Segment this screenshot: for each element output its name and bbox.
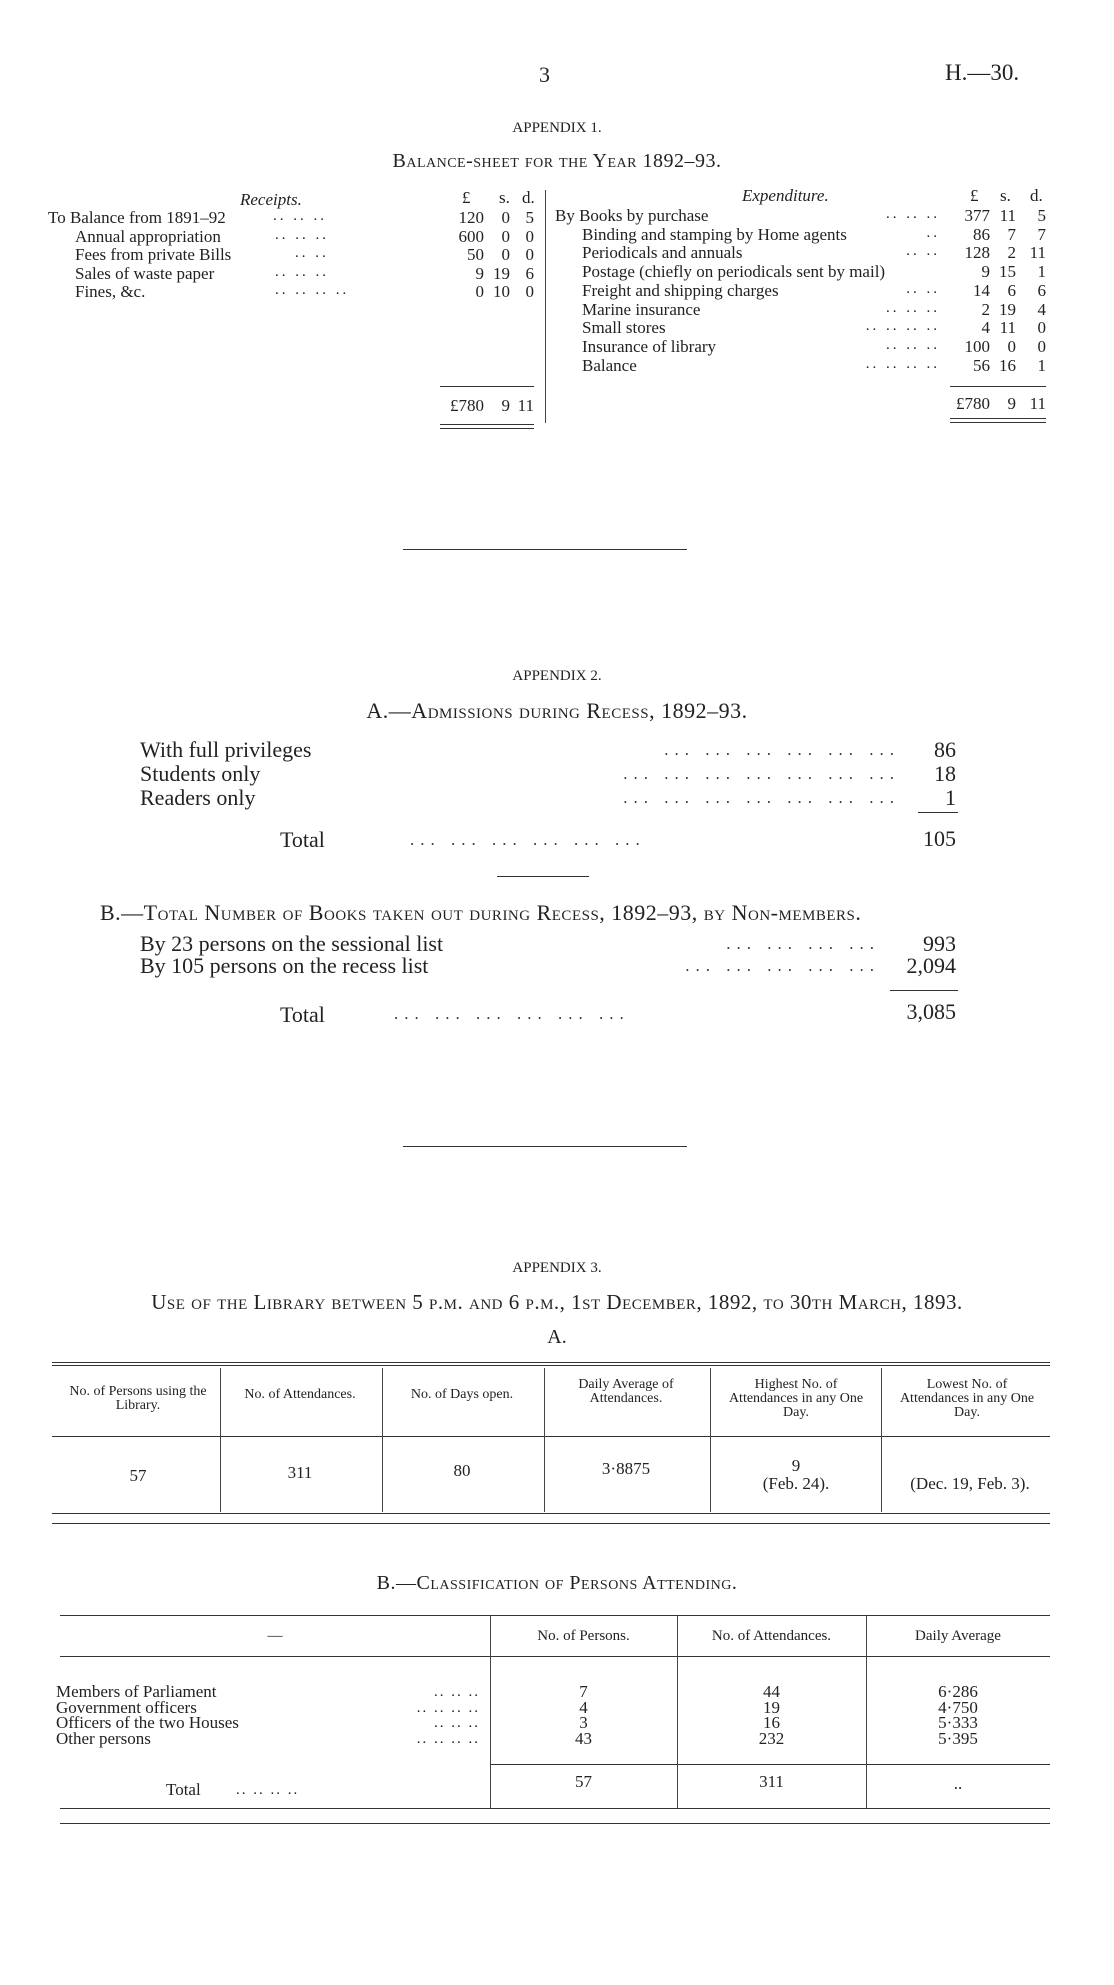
class-persons: 4 xyxy=(579,1697,588,1717)
receipts-col-pound: £ xyxy=(462,188,471,207)
receipts-col-shilling: s. xyxy=(499,188,510,207)
th-persons-using: No. of Persons using the Library. xyxy=(69,1384,207,1413)
expenditure-pence: 6 xyxy=(1037,280,1046,300)
receipt-pounds: 600 xyxy=(458,226,484,246)
th-attendances: No. of Attendances. xyxy=(244,1387,356,1402)
receipt-label: Annual appropriation xyxy=(75,226,221,246)
class-label: Government officers xyxy=(56,1697,197,1717)
expenditure-col-pound: £ xyxy=(970,186,979,205)
expenditure-shillings: 0 xyxy=(1007,336,1016,356)
expenditure-pence: 5 xyxy=(1037,206,1046,225)
td-days-open: 80 xyxy=(453,1461,471,1480)
expenditure-pence: 0 xyxy=(1037,336,1046,356)
table3a-col-divider-5 xyxy=(881,1368,882,1512)
receipt-leader: .. .. .. xyxy=(275,263,329,280)
table3a-col-divider-3 xyxy=(544,1368,545,1512)
receipt-shillings: 0 xyxy=(501,226,510,246)
table3a-col-divider-1 xyxy=(220,1368,221,1512)
td-daily-average: 3·8875 xyxy=(601,1459,651,1478)
class-total-label: Total xyxy=(166,1780,201,1799)
class-attendances: 232 xyxy=(758,1728,785,1748)
expenditure-label: Small stores xyxy=(582,318,666,338)
expenditure-label: Insurance of library xyxy=(582,336,717,356)
receipts-col-pence: d. xyxy=(522,188,535,207)
admission-value: 18 xyxy=(934,761,956,786)
receipt-label: Sales of waste paper xyxy=(75,263,215,283)
class-leader: .. .. .. .. xyxy=(416,1699,480,1716)
class-total-attendances: 311 xyxy=(759,1772,784,1791)
table3a-col-divider-4 xyxy=(710,1368,711,1512)
th-daily-average-b: Daily Average xyxy=(915,1628,1001,1644)
receipt-pounds: 120 xyxy=(458,208,484,227)
books-leader: ... ... ... ... xyxy=(726,934,880,953)
th-daily-average: Daily Average of Attendances. xyxy=(578,1377,674,1406)
expenditure-pence: 1 xyxy=(1037,355,1046,375)
table3a-col-divider-2 xyxy=(382,1368,383,1512)
class-leader: .. .. .. xyxy=(434,1715,480,1731)
appendix2-title: APPENDIX 2. xyxy=(512,668,602,684)
books-total-rule xyxy=(890,990,958,991)
expenditure-leader: .. .. .. xyxy=(886,336,940,353)
class-total-persons: 57 xyxy=(575,1772,592,1791)
admission-label: With full privileges xyxy=(140,737,312,762)
receipt-shillings: 10 xyxy=(493,282,510,301)
receipt-pence: 5 xyxy=(525,208,534,227)
receipt-leader: .. .. xyxy=(295,245,329,261)
expenditure-label: Postage (chiefly on periodicals sent by mail) xyxy=(582,262,886,282)
expenditure-pounds: 9 xyxy=(981,262,990,282)
section-divider-2 xyxy=(497,876,589,877)
expenditure-shillings: 11 xyxy=(999,318,1016,338)
td-highest: 9 xyxy=(791,1456,801,1475)
receipts-total-pence: 11 xyxy=(517,396,534,415)
expenditure-pounds: 377 xyxy=(964,206,990,225)
expenditure-label: Freight and shipping charges xyxy=(582,280,779,300)
th-no-persons: No. of Persons. xyxy=(537,1628,630,1644)
receipts-total-pounds: £780 xyxy=(450,396,484,415)
receipt-label: To Balance from 1891–92 xyxy=(48,208,226,227)
receipts-total-double-rule xyxy=(440,424,534,429)
admissions-total-label: Total xyxy=(280,827,325,852)
expenditure-heading: Expenditure. xyxy=(742,186,829,205)
receipt-shillings: 0 xyxy=(501,245,510,264)
books-label: By 105 persons on the recess list xyxy=(140,953,429,978)
expenditure-label: Balance xyxy=(582,355,637,375)
appendix1-subtitle: Balance-sheet for the Year 1892–93. xyxy=(392,150,722,172)
receipt-label: Fees from private Bills xyxy=(75,245,232,264)
balance-sheet-divider xyxy=(545,190,546,423)
section-divider-3 xyxy=(403,1146,687,1147)
expenditure-leader: .. .. .. .. xyxy=(865,355,940,372)
admission-leader: ... ... ... ... ... ... xyxy=(664,740,900,759)
expenditure-pounds: 86 xyxy=(973,224,990,244)
class-persons: 7 xyxy=(579,1682,588,1701)
receipt-leader: .. .. .. xyxy=(273,208,327,224)
receipt-leader: .. .. .. .. xyxy=(275,282,350,298)
class-average: 6·286 xyxy=(938,1682,978,1701)
books-total-leader: ... ... ... ... ... ... xyxy=(394,1004,630,1023)
receipt-pence: 6 xyxy=(525,263,534,283)
td-persons-using: 57 xyxy=(129,1466,147,1485)
table3b-top-rule xyxy=(60,1615,1050,1616)
table3a-top-double xyxy=(52,1365,1050,1366)
expenditure-col-pence: d. xyxy=(1030,186,1043,205)
expenditure-pounds: 128 xyxy=(964,243,990,263)
receipt-leader: .. .. .. xyxy=(275,226,329,243)
books-total-value: 3,085 xyxy=(906,999,956,1024)
appendix3-partA-label: A. xyxy=(547,1326,567,1348)
expenditure-pence: 1 xyxy=(1037,262,1046,282)
class-attendances: 19 xyxy=(763,1697,780,1717)
receipts-heading: Receipts. xyxy=(240,190,302,209)
class-attendances: 16 xyxy=(763,1713,780,1732)
expenditure-total-rule xyxy=(950,386,1046,387)
receipt-pounds: 9 xyxy=(475,263,484,283)
td-lowest: (Dec. 19, Feb. 3). xyxy=(910,1474,1030,1493)
expenditure-leader: .. .. xyxy=(906,280,940,297)
expenditure-shillings: 19 xyxy=(999,299,1016,319)
receipt-shillings: 0 xyxy=(501,208,510,227)
expenditure-total-double-rule xyxy=(950,418,1046,423)
table3b-bottom-rule xyxy=(60,1808,1050,1809)
books-value: 2,094 xyxy=(906,953,956,978)
expenditure-pounds: 56 xyxy=(973,355,990,375)
receipt-pence: 0 xyxy=(525,226,534,246)
expenditure-shillings: 7 xyxy=(1007,224,1016,244)
receipt-label: Fines, &c. xyxy=(75,282,146,301)
class-label: Members of Parliament xyxy=(56,1682,217,1701)
class-leader: .. .. .. .. xyxy=(416,1730,480,1747)
admission-leader: ... ... ... ... ... ... ... xyxy=(623,788,900,807)
th-lowest: Lowest No. of Attendances in any One Day. xyxy=(899,1377,1035,1420)
expenditure-pounds: 4 xyxy=(981,318,990,338)
expenditure-pence: 4 xyxy=(1037,299,1046,319)
class-attendances: 44 xyxy=(763,1682,780,1701)
expenditure-shillings: 6 xyxy=(1007,280,1016,300)
books-label: By 23 persons on the sessional list xyxy=(140,931,444,956)
appendix3-subtitle: Use of the Library between 5 p.m. and 6 p.m., 1st December, 1892, to 30th March, 1893. xyxy=(151,1290,963,1314)
expenditure-label: By Books by purchase xyxy=(555,206,709,225)
section-divider-1 xyxy=(403,549,687,550)
expenditure-shillings: 2 xyxy=(1007,243,1016,263)
th-category: — xyxy=(267,1628,283,1644)
appendix2-partA-title: A.—Admissions during Recess, 1892–93. xyxy=(366,698,748,723)
admissions-total-value: 105 xyxy=(923,826,956,851)
expenditure-label: Marine insurance xyxy=(582,299,701,319)
expenditure-pounds: 100 xyxy=(964,336,990,356)
expenditure-leader: .. .. .. xyxy=(886,299,940,316)
receipt-pence: 0 xyxy=(525,282,534,301)
expenditure-pounds: 14 xyxy=(973,280,990,300)
th-days-open: No. of Days open. xyxy=(410,1387,514,1402)
appendix3-partB-title: B.—Classification of Persons Attending. xyxy=(376,1572,738,1594)
receipt-pounds: 50 xyxy=(467,245,484,264)
appendix3-title: APPENDIX 3. xyxy=(512,1260,602,1276)
table3a-header-rule xyxy=(52,1436,1050,1437)
table3a-bottom-rule xyxy=(52,1523,1050,1524)
admission-value: 86 xyxy=(934,737,956,762)
expenditure-shillings: 11 xyxy=(999,206,1016,225)
books-value: 993 xyxy=(923,931,956,956)
class-persons: 43 xyxy=(575,1728,592,1748)
appendix1-title: APPENDIX 1. xyxy=(512,120,602,136)
expenditure-pence: 7 xyxy=(1037,224,1046,244)
expenditure-shillings: 15 xyxy=(999,262,1016,282)
document-reference: H.—30. xyxy=(945,60,1020,85)
expenditure-leader: .. xyxy=(926,224,940,241)
class-average: 5·395 xyxy=(938,1728,978,1748)
admission-label: Students only xyxy=(140,761,261,786)
expenditure-shillings: 16 xyxy=(999,355,1016,375)
class-label: Officers of the two Houses xyxy=(56,1713,239,1732)
td-attendances: 311 xyxy=(287,1463,313,1482)
admission-leader: ... ... ... ... ... ... ... xyxy=(623,764,900,783)
expenditure-pounds: 2 xyxy=(981,299,990,319)
expenditure-col-shilling: s. xyxy=(1000,186,1011,205)
books-total-label: Total xyxy=(280,1002,325,1027)
receipts-total-shillings: 9 xyxy=(501,396,510,415)
admission-label: Readers only xyxy=(140,785,256,810)
td-highest-date: (Feb. 24). xyxy=(762,1474,830,1493)
receipts-total-rule xyxy=(440,386,534,387)
expenditure-total-pounds: £780 xyxy=(956,394,990,413)
th-highest: Highest No. of Attendances in any One Day. xyxy=(728,1377,864,1420)
class-persons: 3 xyxy=(579,1713,588,1732)
expenditure-pence: 0 xyxy=(1037,318,1046,338)
class-total-leader: .. .. .. .. xyxy=(236,1782,300,1798)
class-average: 5·333 xyxy=(938,1713,978,1732)
admissions-total-rule xyxy=(918,812,958,813)
expenditure-total-pence: 11 xyxy=(1029,394,1046,413)
admission-value: 1 xyxy=(945,785,956,810)
class-label: Other persons xyxy=(56,1728,151,1748)
receipt-pence: 0 xyxy=(525,245,534,264)
table3b-header-rule xyxy=(60,1656,1050,1657)
receipt-pounds: 0 xyxy=(475,282,484,301)
class-average: 4·750 xyxy=(938,1697,978,1717)
expenditure-leader: .. .. xyxy=(906,243,940,260)
expenditure-label: Binding and stamping by Home agents xyxy=(582,224,847,244)
table3b-bottom-rule-2 xyxy=(60,1823,1050,1824)
th-no-attendances: No. of Attendances. xyxy=(711,1628,832,1644)
class-leader: .. .. .. xyxy=(434,1684,480,1700)
expenditure-label: Periodicals and annuals xyxy=(582,243,743,263)
books-leader: ... ... ... ... ... xyxy=(685,956,880,975)
expenditure-leader: .. .. .. .. xyxy=(865,318,940,335)
page-number: 3 xyxy=(539,62,550,87)
appendix2-partB-title: B.—Total Number of Books taken out during Recess, 1892–93, by Non-members. xyxy=(100,900,862,925)
admissions-total-leader: ... ... ... ... ... ... xyxy=(410,830,646,849)
table3b-total-rule xyxy=(490,1764,1050,1765)
expenditure-total-shillings: 9 xyxy=(1007,394,1016,413)
expenditure-leader: .. .. .. xyxy=(886,206,940,222)
expenditure-pence: 11 xyxy=(1029,243,1046,263)
class-total-average: .. xyxy=(953,1774,963,1793)
receipt-shillings: 19 xyxy=(493,263,510,283)
